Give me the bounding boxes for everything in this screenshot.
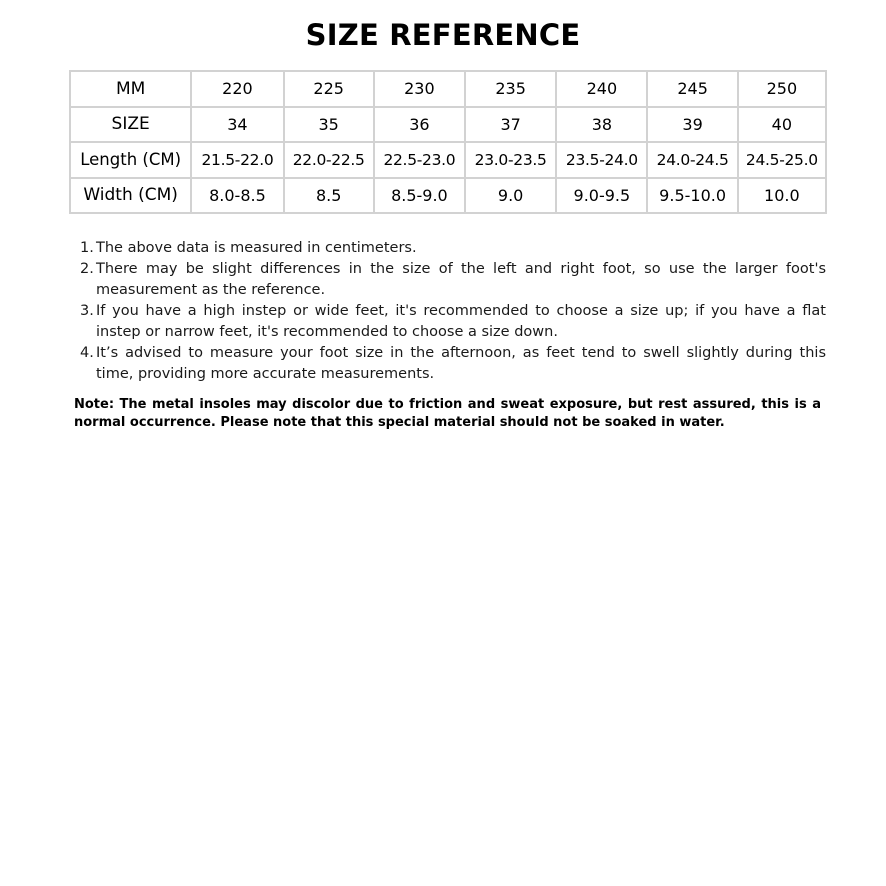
- table-cell: 22.0-22.5: [284, 142, 374, 178]
- table-cell: 9.0-9.5: [556, 178, 647, 214]
- table-cell: 8.0-8.5: [191, 178, 283, 214]
- table-cell: 225: [284, 71, 374, 107]
- list-item-text: If you have a high instep or wide feet, it's recommended to choose a size up; if you have a flat instep or narrow feet, it's recommended to choose a size down.: [96, 303, 826, 340]
- table-row-size: [70, 107, 826, 143]
- table-cell: 23.5-24.0: [556, 142, 647, 178]
- table-cell: 8.5-9.0: [374, 178, 465, 214]
- row-header-width: Width (CM): [70, 178, 191, 214]
- list-item-text: The above data is measured in centimeters.: [96, 240, 417, 256]
- row-header-mm: MM: [70, 71, 191, 107]
- table-cell: 35: [284, 107, 374, 143]
- table-cell: 37: [465, 107, 556, 143]
- table-cell: 24.0-24.5: [647, 142, 737, 178]
- care-note: Note: The metal insoles may discolor due to friction and sweat exposure, but rest assured, this is a normal occurrence. Please note that this special material should not be soaked in water.: [74, 397, 821, 430]
- list-item-number: 4.: [80, 345, 94, 361]
- table-cell: 39: [647, 107, 737, 143]
- table-row-length: [70, 142, 826, 178]
- table-cell: 40: [738, 107, 826, 143]
- list-item-text: There may be slight differences in the size of the left and right foot, so use the larger foot's measurement as the reference.: [96, 261, 826, 298]
- page-title: SIZE REFERENCE: [305, 18, 581, 52]
- table-cell: 22.5-23.0: [374, 142, 465, 178]
- list-item-number: 3.: [80, 303, 94, 319]
- table-cell: 250: [738, 71, 826, 107]
- list-item-number: 2.: [80, 261, 94, 277]
- table-row-mm: [70, 71, 826, 107]
- list-item: [80, 238, 826, 259]
- table-cell: 240: [556, 71, 647, 107]
- size-reference-table: [69, 70, 827, 214]
- table-cell: 230: [374, 71, 465, 107]
- list-item: [80, 343, 826, 385]
- list-item: [80, 301, 826, 343]
- table-cell: 9.0: [465, 178, 556, 214]
- table-cell: 9.5-10.0: [647, 178, 737, 214]
- list-item-text: It’s advised to measure your foot size in the afternoon, as feet tend to swell slightly during this time, providing more accurate measurements.: [96, 345, 826, 382]
- row-header-length: Length (CM): [70, 142, 191, 178]
- row-header-size: SIZE: [70, 107, 191, 143]
- table-cell: 8.5: [284, 178, 374, 214]
- table-cell: 23.0-23.5: [465, 142, 556, 178]
- table-cell: 21.5-22.0: [191, 142, 283, 178]
- list-item-number: 1.: [80, 240, 94, 256]
- table-cell: 36: [374, 107, 465, 143]
- table-cell: 220: [191, 71, 283, 107]
- table-cell: 245: [647, 71, 737, 107]
- table-cell: 34: [191, 107, 283, 143]
- table-cell: 235: [465, 71, 556, 107]
- table-row-width: [70, 178, 826, 214]
- notes-list: [80, 238, 826, 385]
- table-cell: 38: [556, 107, 647, 143]
- table-cell: 24.5-25.0: [738, 142, 826, 178]
- list-item: [80, 259, 826, 301]
- table-cell: 10.0: [738, 178, 826, 214]
